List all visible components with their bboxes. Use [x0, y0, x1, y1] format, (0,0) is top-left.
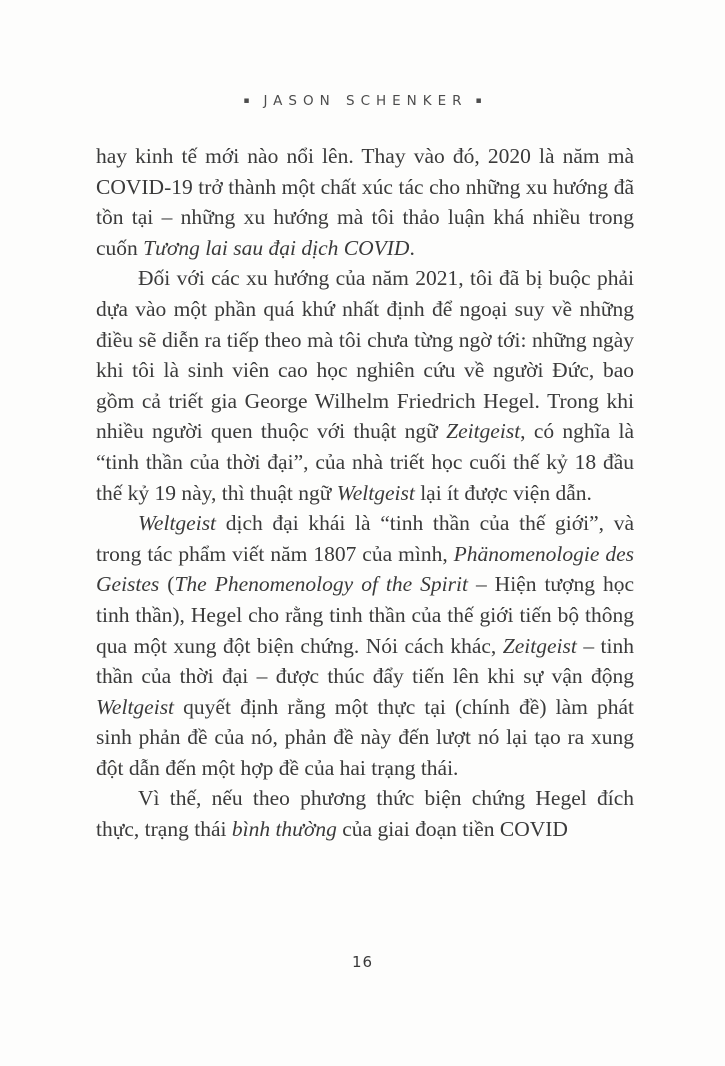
text-run: ( [159, 572, 175, 597]
paragraph [96, 263, 634, 508]
italic-run: The Phenomenology of the Spirit [174, 572, 468, 597]
page-body [96, 141, 634, 845]
text-run: – tinh thần của thời đại – được thúc đẩy tiến lên khi sự vận động [96, 633, 634, 689]
italic-run: Zeitgeist [446, 419, 521, 444]
italic-run: Weltgeist [138, 511, 217, 536]
italic-run: Weltgeist [336, 480, 415, 505]
text-run: dịch đại khái là “tinh thần của thế giới”, và trong tác phẩm viết năm 1807 của mình, [96, 511, 634, 566]
text-run: lại ít được viện dẫn. [414, 480, 592, 505]
header-left-square-icon: ▪ [243, 96, 250, 106]
italic-run: Zeitgeist [502, 633, 577, 658]
italic-run: Phänomenologie des Geistes [96, 541, 634, 597]
italic-run: Tương lai sau đại dịch COVID [143, 235, 410, 260]
running-header [0, 93, 725, 109]
paragraph [96, 508, 634, 783]
running-header-author: JASON SCHENKER [263, 93, 468, 109]
text-run: Vì thế, nếu theo phương thức biện chứng Hegel đích thực, trạng thái [96, 786, 634, 842]
page-number: 16 [351, 953, 374, 971]
text-run: , có nghĩa là “tinh thần của thời đại”, của nhà triết học cuối thế kỷ 18 đầu thế kỷ 19 này, thì thuật ngữ [96, 419, 634, 505]
paragraph [96, 783, 634, 844]
text-run: . [409, 235, 415, 260]
text-run: quyết định rằng một thực tại (chính đề) làm phát sinh phản đề của nó, phản đề này đến lượt nó lại tạo ra xung đột dẫn đến một hợp đề của hai trạng thái. [96, 694, 634, 780]
text-run: Đối với các xu hướng của năm 2021, tôi đã bị buộc phải dựa vào một phần quá khứ nhất định để ngoại suy về những điều sẽ diễn ra tiếp theo mà tôi chưa từng ngờ tới: những ngày khi tôi là sinh viên cao học nghiên cứu về người Đức, bao gồm cả triết gia George Wilhelm Friedrich Hegel. Trong khi nhiều người quen thuộc với thuật ngữ [96, 266, 634, 444]
header-right-square-icon: ▪ [475, 96, 482, 106]
italic-run: Weltgeist [96, 694, 175, 719]
italic-run: bình thường [231, 817, 337, 842]
text-run: hay kinh tế mới nào nổi lên. Thay vào đó, 2020 là năm mà COVID-19 trở thành một chất xúc tác cho những xu hướng đã tồn tại – những xu hướng mà tôi thảo luận khá nhiều trong cuốn [96, 144, 634, 260]
text-run: – Hiện tượng học tinh thần), Hegel cho rằng tinh thần của thế giới tiến bộ thông qua một xung đột biện chứng. Nói cách khác, [96, 572, 634, 658]
text-run: của giai đoạn tiền COVID [336, 817, 568, 842]
paragraph [96, 141, 634, 263]
